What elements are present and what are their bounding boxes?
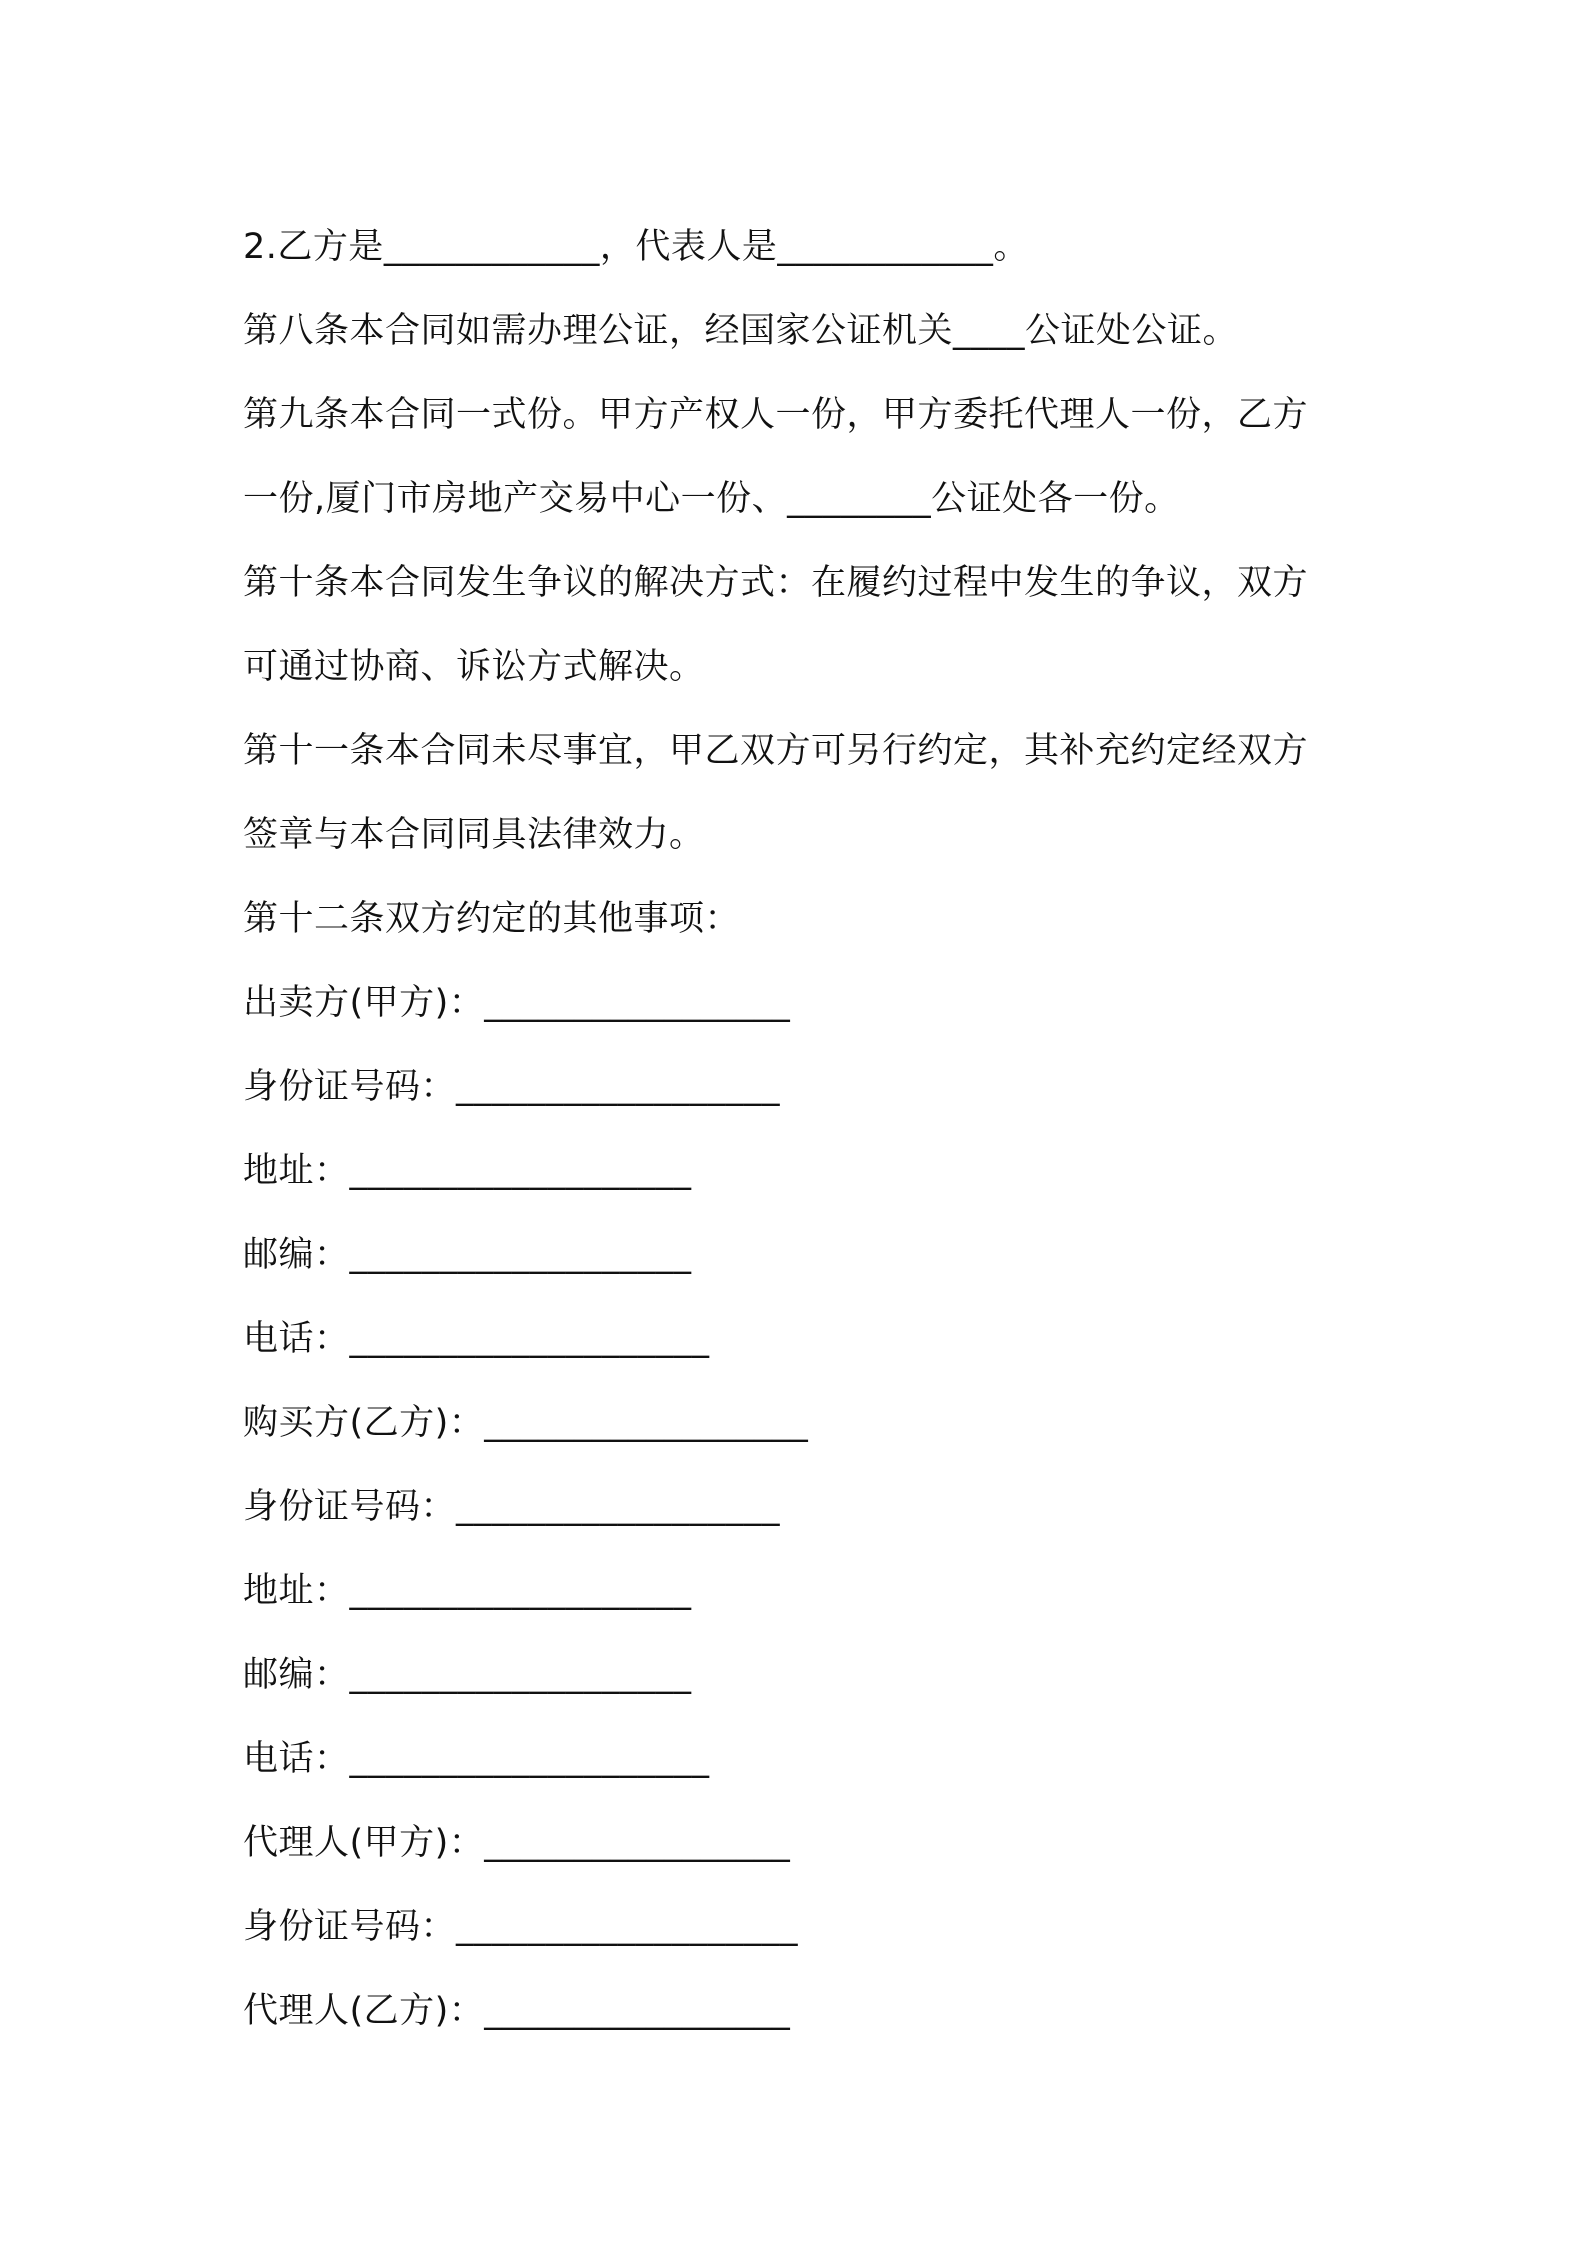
contract-page xyxy=(243,205,1363,2053)
buyer-field: 购买方(乙方)：__________________ xyxy=(243,1403,809,1443)
agent-id-field: 身份证号码：___________________ xyxy=(243,1907,799,1947)
clause-party-b: 2.乙方是____________，代表人是____________。 xyxy=(243,227,1029,267)
agent-party-b-field: 代理人(乙方)：_________________ xyxy=(243,1991,791,2031)
agent-party-a-field: 代理人(甲方)：_________________ xyxy=(243,1823,791,1863)
clause-12-other-matters: 第十二条双方约定的其他事项： xyxy=(243,899,741,939)
clause-11-supplement-line-1: 第十一条本合同未尽事宜，甲乙双方可另行约定，其补充约定经双方 xyxy=(243,731,1309,771)
buyer-id-field: 身份证号码：__________________ xyxy=(243,1487,781,1527)
seller-address-field: 地址：___________________ xyxy=(243,1151,692,1191)
clause-9-copies-line-2: 一份,厦门市房地产交易中心一份、________公证处各一份。 xyxy=(243,479,1180,519)
clause-8-notarization: 第八条本合同如需办理公证，经国家公证机关____公证处公证。 xyxy=(243,311,1239,351)
seller-field: 出卖方(甲方)：_________________ xyxy=(243,983,791,1023)
clause-10-dispute-line-2: 可通过协商、诉讼方式解决。 xyxy=(243,647,705,687)
seller-postcode-field: 邮编：___________________ xyxy=(243,1235,692,1275)
clause-10-dispute-line-1: 第十条本合同发生争议的解决方式：在履约过程中发生的争议，双方 xyxy=(243,563,1309,603)
buyer-address-field: 地址：___________________ xyxy=(243,1571,692,1611)
buyer-postcode-field: 邮编：___________________ xyxy=(243,1655,692,1695)
clause-9-copies-line-1: 第九条本合同一式份。甲方产权人一份，甲方委托代理人一份，乙方 xyxy=(243,395,1309,435)
seller-phone-field: 电话：____________________ xyxy=(243,1319,710,1359)
buyer-phone-field: 电话：____________________ xyxy=(243,1739,710,1779)
seller-id-field: 身份证号码：__________________ xyxy=(243,1067,781,1107)
clause-11-supplement-line-2: 签章与本合同同具法律效力。 xyxy=(243,815,705,855)
